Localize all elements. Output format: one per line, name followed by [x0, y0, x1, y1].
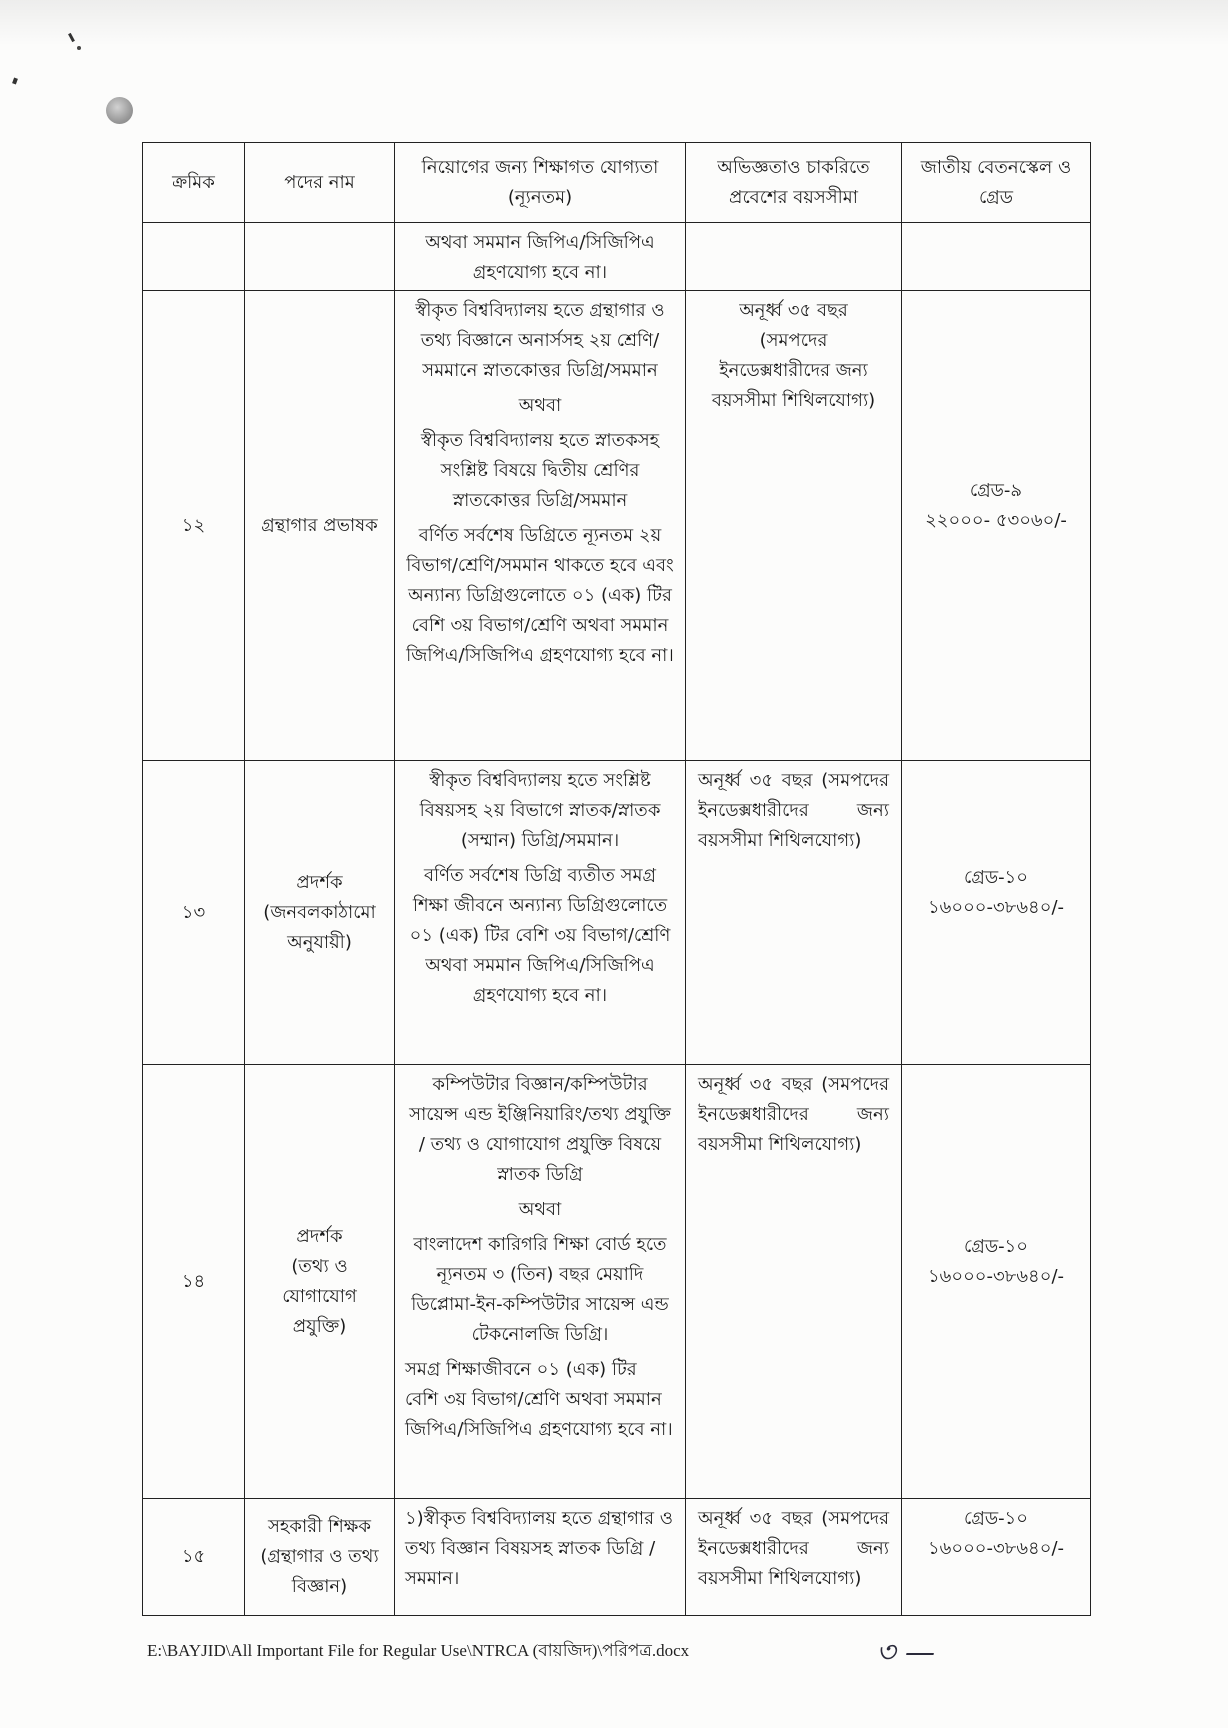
- header-age-limit: [686, 143, 902, 223]
- pay-scale: ১৬০০০-৩৮৬৪০/-: [927, 896, 1065, 918]
- serial-number: ১৩: [181, 901, 206, 923]
- qualification-paragraph: স্বীকৃত বিশ্ববিদ্যালয় হতে সংশ্লিষ্ট বিষয়সহ ২য় বিভাগে স্নাতক/স্নাতক (সম্মান) ডিগ্রি/সমমান।: [419, 770, 661, 851]
- table-row: [143, 1499, 1091, 1616]
- grade-label: গ্রেড-১০: [964, 1508, 1028, 1529]
- serial-number: ১৫: [181, 1546, 206, 1567]
- post-title: প্রদর্শক: [296, 871, 343, 893]
- age-relaxation-note: (সমপদের ইনডেক্সধারীদের জন্য বয়সসীমা শিথিলযোগ্য): [698, 1508, 889, 1589]
- header-post-label: পদের নাম: [284, 171, 355, 193]
- age-limit: অনূর্ধ্ব ৩৫ বছর: [698, 1508, 813, 1529]
- qualification-or: অথবা: [518, 1199, 562, 1220]
- cell-post-name: [245, 291, 395, 761]
- qualification-or: অথবা: [518, 395, 562, 416]
- cell-post-empty: [245, 223, 395, 291]
- scan-speck: [77, 46, 81, 50]
- cell-age-empty: [686, 223, 902, 291]
- header-qualification-label: নিয়োগের জন্য শিক্ষাগত যোগ্যতা (ন্যূনতম): [421, 156, 659, 208]
- grade-label: গ্রেড-১০: [964, 1235, 1028, 1257]
- cell-qualification: [395, 1065, 686, 1499]
- post-note: (গ্রন্থাগার ও তথ্য বিজ্ঞান): [260, 1546, 379, 1597]
- table-row: [143, 291, 1091, 761]
- qualification-paragraph: বর্ণিত সর্বশেষ ডিগ্রিতে ন্যূনতম ২য় বিভাগ/শ্রেণি/সমমান থাকতে হবে এবং অন্যান্য ডিগ্রিগুলোতে ০১ (এক) টির বেশি ৩য় বিভাগ/শ্রেণি অথবা সমমান জিপিএ/সিজিপিএ গ্রহণযোগ্য হবে না।: [406, 525, 674, 666]
- qualification-paragraph: ১)স্বীকৃত বিশ্ববিদ্যালয় হতে গ্রন্থাগার ও তথ্য বিজ্ঞান বিষয়সহ স্নাতক ডিগ্রি /সমমান।: [405, 1508, 674, 1589]
- cell-qualification: [395, 1499, 686, 1616]
- qualification-paragraph: স্বীকৃত বিশ্ববিদ্যালয় হতে স্নাতকসহ সংশ্লিষ্ট বিষয়ে দ্বিতীয় শ্রেণির স্নাতকোত্তর ডিগ্রি/সমমান: [420, 430, 660, 511]
- cell-age-limit: [686, 291, 902, 761]
- cell-pay-scale: [902, 761, 1091, 1065]
- cell-pay-scale: [902, 291, 1091, 761]
- pay-scale: ২২০০০- ৫৩০৬০/-: [925, 509, 1067, 531]
- header-age-label: অভিজ্ঞতাও চাকরিতে প্রবেশের বয়সসীমা: [717, 156, 870, 208]
- cell-serial: [143, 291, 245, 761]
- cell-serial: [143, 1065, 245, 1499]
- table-row-continuation: [143, 223, 1091, 291]
- qualification-paragraph: অথবা সমমান জিপিএ/সিজিপিএ গ্রহণযোগ্য হবে না।: [425, 232, 655, 283]
- age-limit: অনূর্ধ্ব ৩৫ বছর: [698, 1074, 813, 1095]
- post-title: সহকারী শিক্ষক: [268, 1516, 371, 1537]
- table-row: [143, 1065, 1091, 1499]
- pay-scale: ১৬০০০-৩৮৬৪০/-: [927, 1538, 1065, 1559]
- file-path-footer: E:\BAYJID\All Important File for Regular Use\NTRCA (বায়জিদ)\পরিপত্র.docx: [147, 1641, 690, 1660]
- cell-age-limit: [686, 1499, 902, 1616]
- qualification-paragraph: বাংলাদেশ কারিগরি শিক্ষা বোর্ড হতে ন্যূনতম ৩ (তিন) বছর মেয়াদি ডিপ্লোমা-ইন-কম্পিউটার সায়েন্স এন্ড টেকনোলজি ডিগ্রি।: [411, 1234, 669, 1345]
- header-post-name: [245, 143, 395, 223]
- cell-pay-scale: [902, 1065, 1091, 1499]
- cell-qualification: [395, 223, 686, 291]
- serial-number: ১৪: [181, 1270, 206, 1292]
- header-pay-scale: [902, 143, 1091, 223]
- age-relaxation-note: (সমপদের ইনডেক্সধারীদের জন্য বয়সসীমা শিথিলযোগ্য): [711, 330, 876, 411]
- punch-hole-mark: [106, 97, 133, 124]
- post-note: (তথ্য ও যোগাযোগ প্রযুক্তি): [282, 1255, 357, 1337]
- scan-speck: [12, 77, 18, 84]
- cell-serial: [143, 761, 245, 1065]
- qualification-paragraph: স্বীকৃত বিশ্ববিদ্যালয় হতে গ্রন্থাগার ও তথ্য বিজ্ঞানে অনার্সসহ ২য় শ্রেণি/সমমানে স্নাতকোত্তর ডিগ্রি/সমমান: [415, 300, 665, 381]
- handwritten-page-number: ৩ —: [876, 1635, 936, 1670]
- header-qualification: [395, 143, 686, 223]
- table-row: [143, 761, 1091, 1065]
- header-pay-label: জাতীয় বেতনস্কেল ও গ্রেড: [920, 156, 1072, 208]
- cell-age-limit: [686, 1065, 902, 1499]
- grade-label: গ্রেড-১০: [964, 866, 1028, 888]
- table-header-row: [143, 143, 1091, 223]
- cell-post-name: [245, 1065, 395, 1499]
- cell-age-limit: [686, 761, 902, 1065]
- cell-post-name: [245, 761, 395, 1065]
- post-title: গ্রন্থাগার প্রভাষক: [261, 514, 378, 536]
- age-relaxation-note: (সমপদের ইনডেক্সধারীদের জন্য বয়সসীমা শিথিলযোগ্য): [698, 770, 889, 851]
- grade-label: গ্রেড-৯: [969, 479, 1023, 501]
- age-limit: অনূর্ধ্ব ৩৫ বছর: [739, 300, 848, 321]
- header-serial-label: ক্রমিক: [172, 171, 215, 193]
- post-title: প্রদর্শক: [296, 1225, 343, 1247]
- cell-qualification: [395, 291, 686, 761]
- recruitment-table: [142, 142, 1091, 1616]
- serial-number: ১২: [181, 514, 206, 536]
- cell-serial-empty: [143, 223, 245, 291]
- scan-shadow: [0, 0, 1228, 46]
- qualification-paragraph: সমগ্র শিক্ষাজীবনে ০১ (এক) টির বেশি ৩য় বিভাগ/শ্রেণি অথবা সমমান জিপিএ/সিজিপিএ গ্রহণযোগ্য হবে না।: [405, 1359, 673, 1440]
- cell-serial: [143, 1499, 245, 1616]
- cell-qualification: [395, 761, 686, 1065]
- cell-post-name: [245, 1499, 395, 1616]
- post-note: (জনবলকাঠামো অনুযায়ী): [263, 901, 376, 953]
- age-limit: অনূর্ধ্ব ৩৫ বছর: [698, 770, 813, 791]
- pay-scale: ১৬০০০-৩৮৬৪০/-: [927, 1265, 1065, 1287]
- cell-pay-empty: [902, 223, 1091, 291]
- cell-pay-scale: [902, 1499, 1091, 1616]
- header-serial: [143, 143, 245, 223]
- qualification-paragraph: বর্ণিত সর্বশেষ ডিগ্রি ব্যতীত সমগ্র শিক্ষা জীবনে অন্যান্য ডিগ্রিগুলোতে ০১ (এক) টির বেশি ৩য় বিভাগ/শ্রেণি অথবা সমমান জিপিএ/সিজিপিএ গ্রহণযোগ্য হবে না।: [409, 865, 671, 1006]
- age-relaxation-note: (সমপদের ইনডেক্সধারীদের জন্য বয়সসীমা শিথিলযোগ্য): [698, 1074, 889, 1155]
- qualification-paragraph: কম্পিউটার বিজ্ঞান/কম্পিউটার সায়েন্স এন্ড ইঞ্জিনিয়ারিং/তথ্য প্রযুক্তি / তথ্য ও যোগাযোগ প্রযুক্তি বিষয়ে স্নাতক ডিগ্রি: [409, 1074, 671, 1185]
